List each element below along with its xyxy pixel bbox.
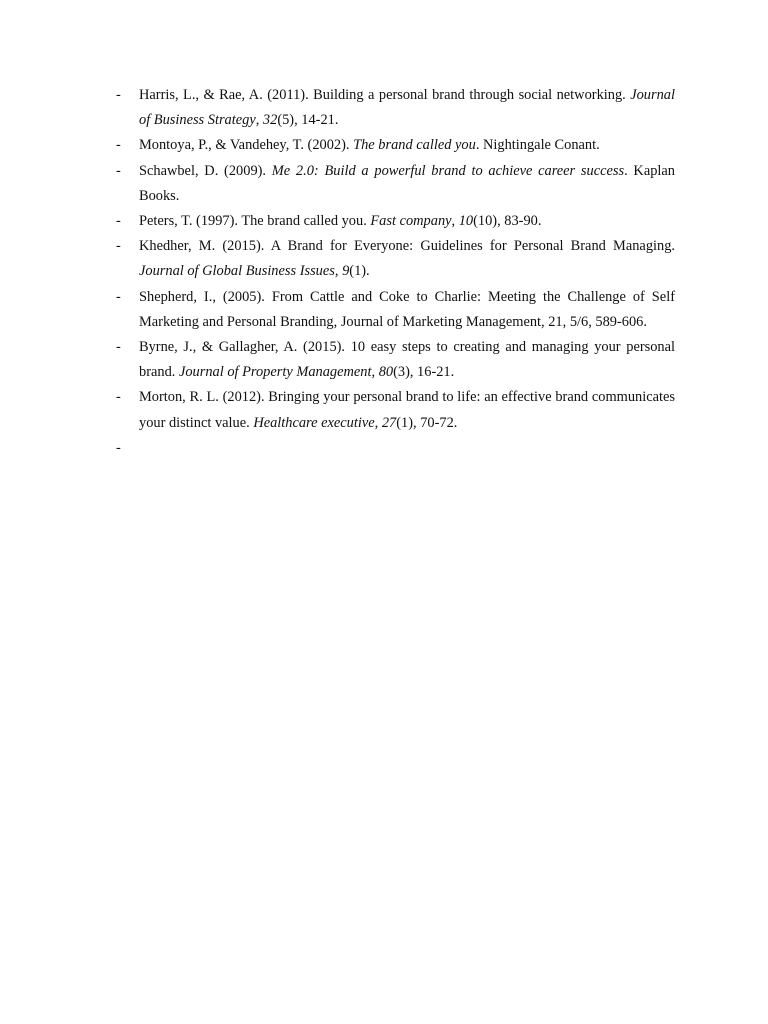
- reference-item: [116, 385, 675, 435]
- italic-run: Fast company: [370, 213, 452, 230]
- italic-run: Healthcare executive: [253, 414, 375, 431]
- reference-text: [139, 213, 541, 229]
- italic-run: 80: [378, 364, 394, 381]
- reference-text: [139, 339, 675, 380]
- text-run: ,: [334, 263, 343, 280]
- text-run: Schawbel, D. (2009).: [139, 162, 272, 179]
- bullet-dash: -: [116, 162, 121, 179]
- text-run: Morton, R. L. (2012). Bringing your personal brand to life: an effective brand communicates your distinct value.: [139, 389, 675, 431]
- italic-run: Journal of Global Business Issues: [139, 263, 335, 280]
- reference-text: [139, 238, 675, 279]
- reference-text: [139, 137, 600, 153]
- text-run: Byrne, J., & Gallagher, A. (2015). 10 easy steps to creating and managing your personal brand.: [139, 339, 675, 381]
- text-run: (10), 83-90.: [473, 213, 542, 230]
- text-run: . Kaplan Books.: [139, 162, 675, 204]
- reference-item: [116, 209, 675, 234]
- reference-item: [116, 83, 675, 133]
- text-run: (1).: [349, 263, 370, 280]
- reference-list: [116, 83, 675, 461]
- reference-item: [116, 133, 675, 158]
- bullet-dash: -: [116, 137, 121, 154]
- text-run: Khedher, M. (2015). A Brand for Everyone: Guidelines for Personal Brand Managing.: [139, 238, 675, 255]
- text-run: ,: [371, 364, 379, 381]
- reference-text: [139, 389, 675, 430]
- text-run: ,: [374, 414, 382, 431]
- reference-item: [116, 335, 675, 385]
- text-run: Peters, T. (1997). The brand called you.: [139, 213, 371, 230]
- text-run: ,: [255, 112, 263, 129]
- text-run: ,: [451, 213, 459, 230]
- text-run: (1), 70-72.: [396, 414, 458, 431]
- empty-reference-item: [116, 436, 675, 461]
- italic-run: Me 2.0: Build a powerful brand to achieve career success: [271, 162, 625, 179]
- bullet-dash: -: [116, 439, 121, 456]
- italic-run: The brand called you: [353, 137, 476, 154]
- italic-run: Journal of Property Management: [178, 364, 372, 381]
- reference-text: [139, 87, 675, 128]
- text-run: . Nightingale Conant.: [475, 137, 600, 154]
- text-run: Harris, L., & Rae, A. (2011). Building a personal brand through social networking.: [139, 87, 631, 103]
- bullet-dash: -: [116, 238, 121, 255]
- bullet-dash: -: [116, 339, 121, 356]
- reference-item: [116, 285, 675, 335]
- bullet-dash: -: [116, 288, 121, 305]
- italic-run: 27: [381, 414, 397, 431]
- reference-text: [139, 289, 675, 330]
- italic-run: 32: [262, 112, 278, 129]
- bullet-dash: -: [116, 389, 121, 406]
- text-run: (3), 16-21.: [393, 364, 455, 381]
- text-run: Montoya, P., & Vandehey, T. (2002).: [139, 137, 354, 154]
- reference-item: [116, 234, 675, 284]
- reference-item: [116, 159, 675, 209]
- italic-run: 9: [342, 263, 350, 280]
- text-run: (5), 14-21.: [277, 112, 339, 129]
- bullet-dash: -: [116, 87, 121, 103]
- italic-run: 10: [458, 213, 474, 230]
- reference-text: [139, 163, 675, 204]
- text-run: Shepherd, I., (2005). From Cattle and Coke to Charlie: Meeting the Challenge of Self Marketing and Personal Branding, Journal of Marketing Management, 21, 5/6, 589-606.: [139, 288, 675, 330]
- italic-run: Journal of Business Strategy: [139, 87, 675, 129]
- bullet-dash: -: [116, 213, 121, 230]
